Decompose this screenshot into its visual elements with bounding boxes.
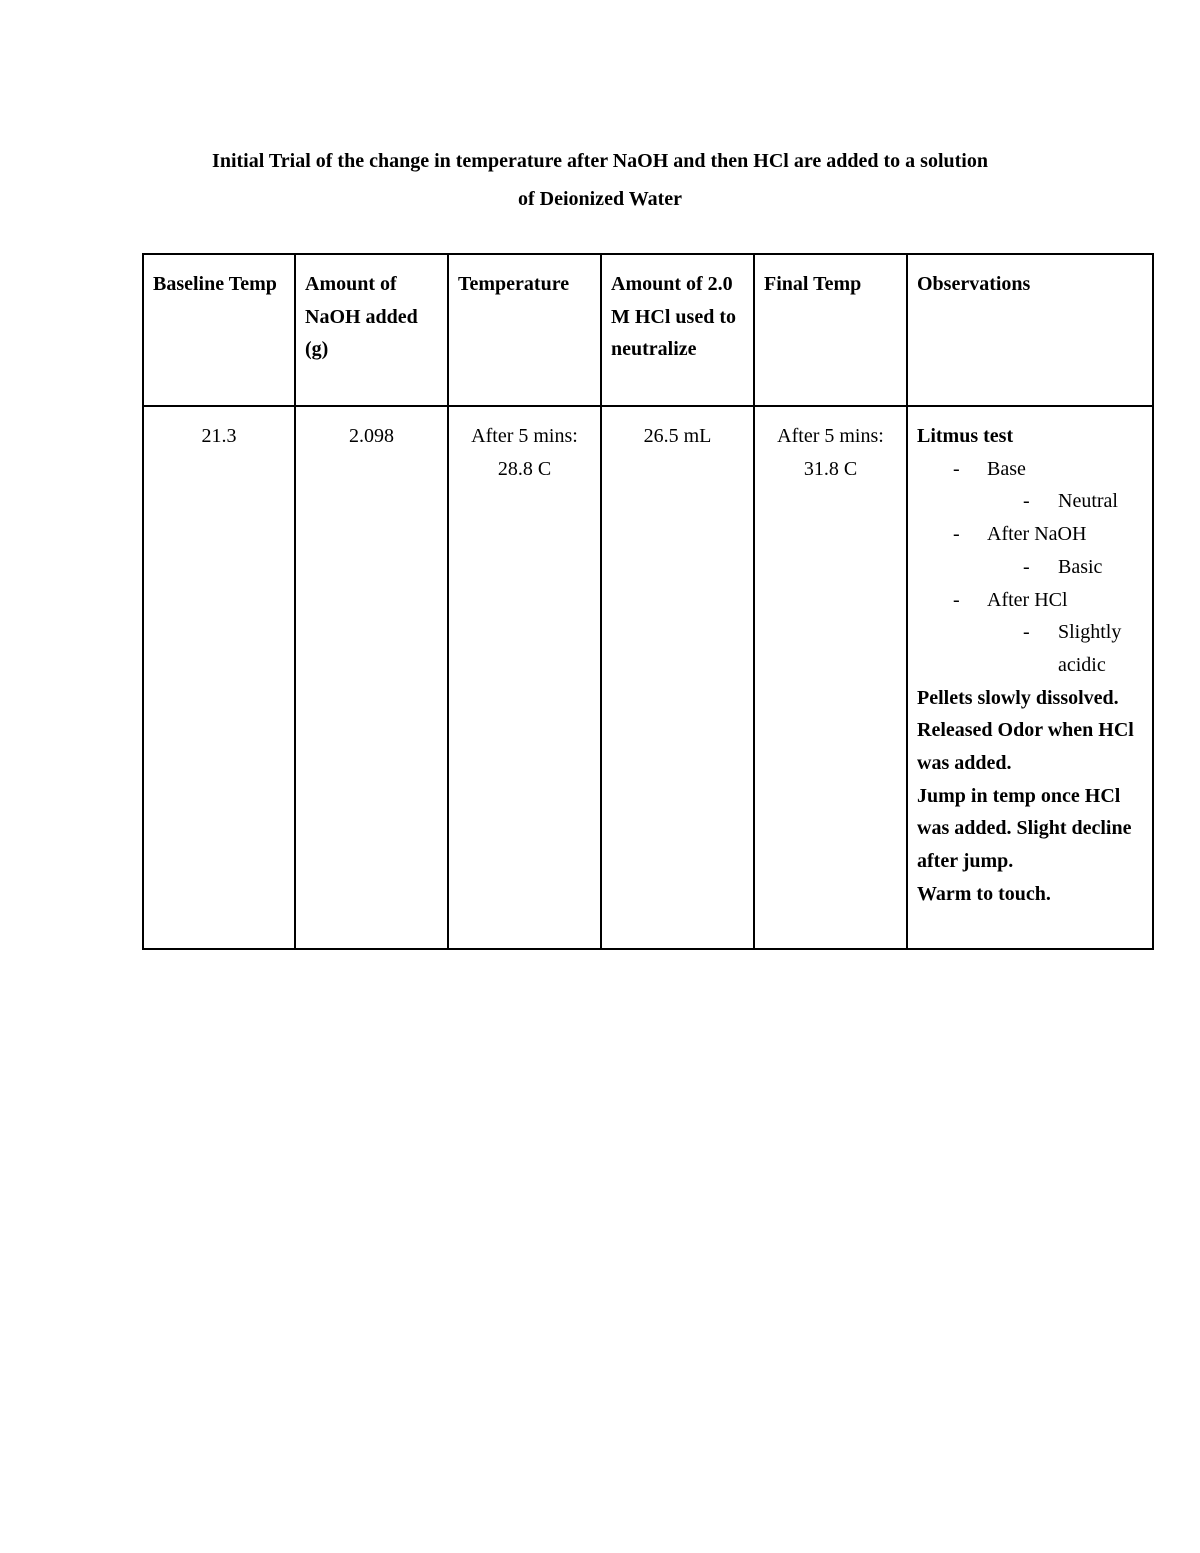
list-subitem bbox=[917, 551, 1143, 584]
final-temp-line-2: 31.8 C bbox=[803, 457, 858, 480]
document-title bbox=[100, 142, 1100, 218]
header-baseline-temp: Baseline Temp bbox=[143, 254, 295, 406]
bullet-dash: - bbox=[953, 588, 960, 611]
list-subitem-label: Basic bbox=[1058, 555, 1103, 578]
bullet-dash: - bbox=[953, 523, 960, 546]
cell-baseline-temp: 21.3 bbox=[143, 406, 295, 949]
table-row bbox=[143, 406, 1153, 949]
title-line-2: of Deionized Water bbox=[517, 188, 683, 210]
list-item-label: After NaOH bbox=[987, 523, 1087, 546]
list-item bbox=[917, 453, 1143, 486]
results-table bbox=[142, 253, 1154, 950]
bullet-dash: - bbox=[1023, 555, 1030, 578]
header-temperature: Temperature bbox=[448, 254, 601, 406]
cell-naoh-added: 2.098 bbox=[295, 406, 448, 949]
observations-heading: Litmus test bbox=[917, 425, 1014, 447]
table-header-row bbox=[143, 254, 1153, 406]
observation-note: Jump in temp once HCl was added. Slight decline after jump. bbox=[917, 784, 1132, 873]
list-subitem bbox=[917, 616, 1143, 681]
header-final-temp: Final Temp bbox=[754, 254, 907, 406]
list-item-label: After HCl bbox=[987, 588, 1068, 611]
cell-observations bbox=[907, 406, 1153, 949]
header-naoh-added: Amount of NaOH added (g) bbox=[295, 254, 448, 406]
list-item bbox=[917, 518, 1143, 551]
temperature-line-1: After 5 mins: bbox=[471, 425, 578, 447]
bullet-dash: - bbox=[953, 457, 960, 480]
list-subitem-label: Neutral bbox=[1058, 490, 1118, 513]
observation-note: Pellets slowly dissolved. bbox=[917, 686, 1119, 709]
list-item-label: Base bbox=[987, 457, 1026, 480]
temperature-line-2: 28.8 C bbox=[497, 457, 552, 480]
observation-note: Released Odor when HCl was added. bbox=[917, 719, 1134, 775]
final-temp-line-1: After 5 mins: bbox=[777, 425, 884, 447]
list-item bbox=[917, 584, 1143, 617]
list-subitem-label: Slightly acidic bbox=[1058, 621, 1122, 676]
bullet-dash: - bbox=[1023, 621, 1030, 644]
cell-final-temp bbox=[754, 406, 907, 949]
bullet-dash: - bbox=[1023, 490, 1030, 513]
title-line-1: Initial Trial of the change in temperature after NaOH and then HCl are added to a solution bbox=[212, 150, 988, 172]
cell-temperature bbox=[448, 406, 601, 949]
header-hcl-used: Amount of 2.0 M HCl used to neutralize bbox=[601, 254, 754, 406]
cell-hcl-used: 26.5 mL bbox=[601, 406, 754, 949]
list-subitem bbox=[917, 485, 1143, 518]
observation-note: Warm to touch. bbox=[917, 882, 1051, 905]
header-observations: Observations bbox=[907, 254, 1153, 406]
